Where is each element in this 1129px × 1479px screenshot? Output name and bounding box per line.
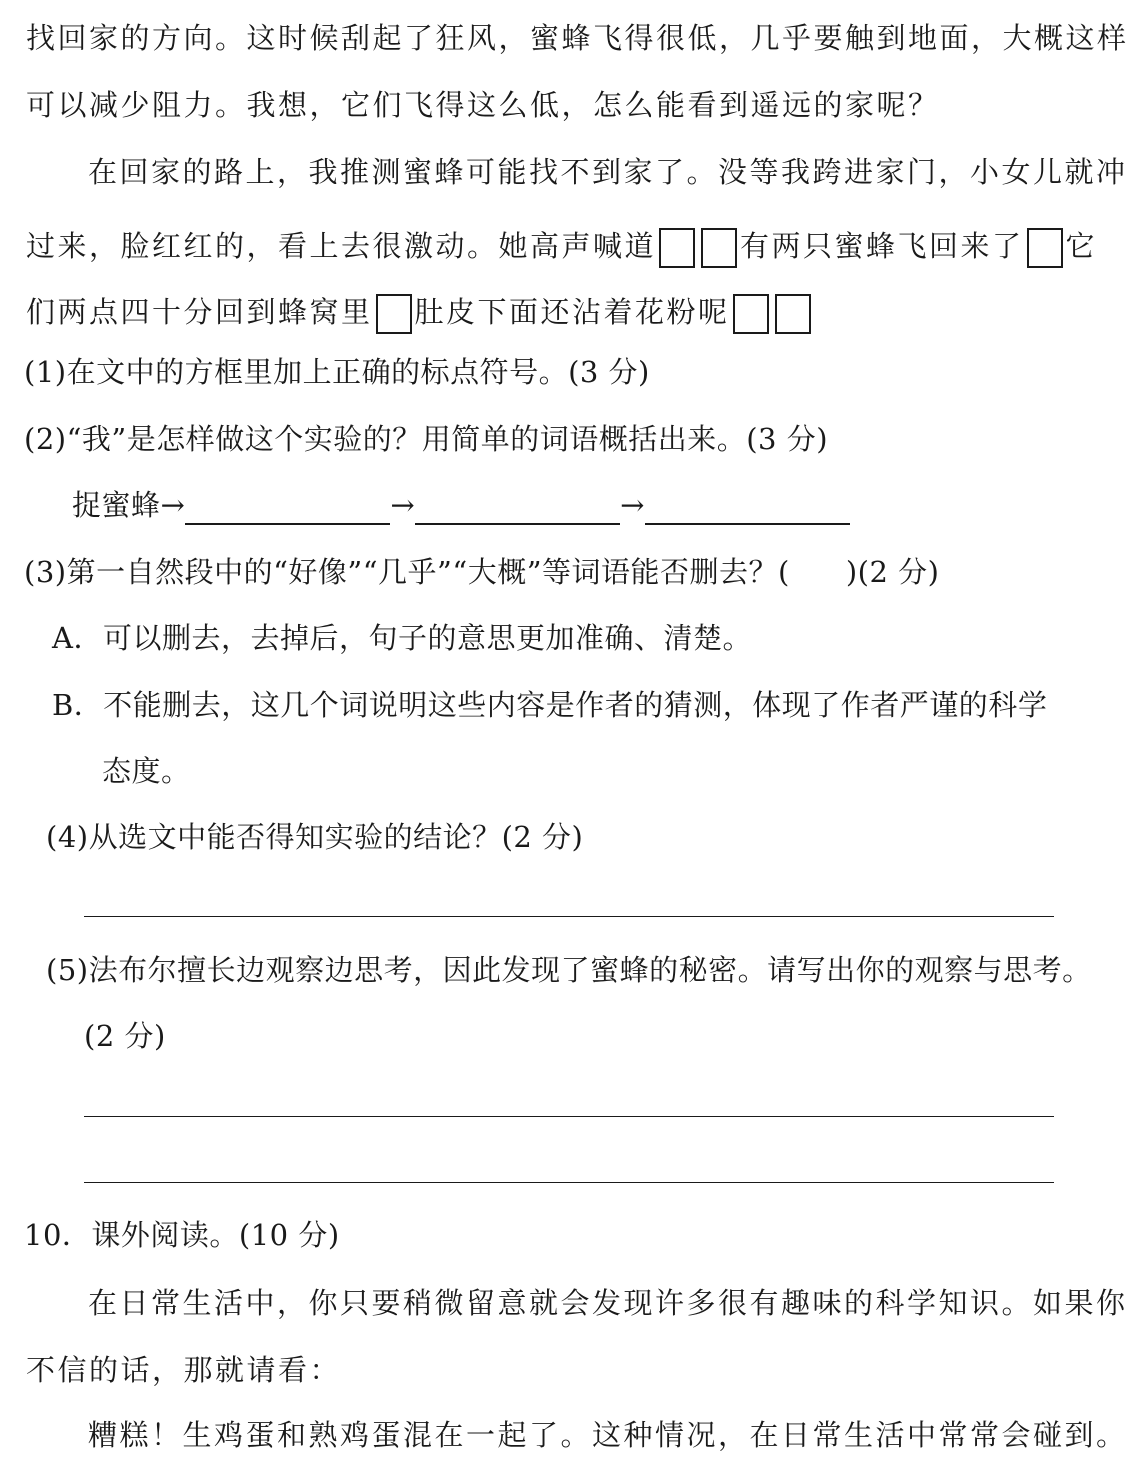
reading-line: 在日常生活中，你只要稍微留意就会发现许多很有趣味的科学知识。如果你 xyxy=(88,1286,1128,1320)
question-3-score: )(2 分) xyxy=(845,555,940,589)
answer-line[interactable] xyxy=(84,1182,1054,1183)
question-2: (2)“我”是怎样做这个实验的？用简单的词语概括出来。(3 分) xyxy=(24,422,829,456)
reading-line: 不信的话，那就请看： xyxy=(26,1353,342,1387)
punctuation-answer-box[interactable] xyxy=(733,294,769,334)
passage-text: 过来，脸红红的，看上去很激动。她高声喊道 xyxy=(26,229,657,263)
passage-line: 找回家的方向。这时候刮起了狂风，蜜蜂飞得很低，几乎要触到地面，大概这样 xyxy=(26,21,1129,55)
question-1: (1)在文中的方框里加上正确的标点符号。(3 分) xyxy=(24,355,650,389)
passage-text: 们两点四十分回到蜂窝里 xyxy=(26,295,373,329)
passage-text: 它 xyxy=(1065,229,1098,263)
answer-blank[interactable] xyxy=(645,493,850,525)
passage-text: 肚皮下面还沾着花粉呢 xyxy=(414,295,730,329)
chain-start: 捉蜜蜂→ xyxy=(72,488,186,522)
question-5-score: (2 分) xyxy=(84,1019,166,1053)
punctuation-answer-box[interactable] xyxy=(376,294,412,334)
section-10-heading: 10．课外阅读。(10 分) xyxy=(24,1218,340,1252)
question-3 xyxy=(24,552,939,592)
option-a: A．可以删去，去掉后，句子的意思更加准确、清楚。 xyxy=(52,621,752,655)
passage-line-with-boxes xyxy=(26,226,1097,268)
question-5: (5)法布尔擅长边观察边思考，因此发现了蜜蜂的秘密。请写出你的观察与思考。 xyxy=(46,953,1092,987)
question-4: (4)从选文中能否得知实验的结论？(2 分) xyxy=(46,820,584,854)
passage-line: 可以减少阻力。我想，它们飞得这么低，怎么能看到遥远的家呢？ xyxy=(26,88,940,122)
passage-line: 在回家的路上，我推测蜜蜂可能找不到家了。没等我跨进家门，小女儿就冲 xyxy=(88,155,1128,189)
question-2-answer-chain xyxy=(72,485,850,525)
punctuation-answer-box[interactable] xyxy=(701,228,737,268)
arrow: → xyxy=(620,488,645,522)
punctuation-answer-box[interactable] xyxy=(775,294,811,334)
option-b-continued: 态度。 xyxy=(102,754,191,788)
answer-blank[interactable] xyxy=(415,493,620,525)
reading-line: 糟糕！生鸡蛋和熟鸡蛋混在一起了。这种情况，在日常生活中常常会碰到。 xyxy=(88,1418,1128,1452)
punctuation-answer-box[interactable] xyxy=(1027,228,1063,268)
answer-blank[interactable] xyxy=(185,493,390,525)
arrow: → xyxy=(390,488,416,522)
question-3-text: (3)第一自然段中的“好像”“几乎”“大概”等词语能否删去？( xyxy=(24,555,790,589)
option-b: B．不能删去，这几个词说明这些内容是作者的猜测，体现了作者严谨的科学 xyxy=(52,688,1048,722)
passage-line-with-boxes xyxy=(26,292,814,334)
answer-line[interactable] xyxy=(84,916,1054,917)
answer-line[interactable] xyxy=(84,1116,1054,1117)
punctuation-answer-box[interactable] xyxy=(659,228,695,268)
passage-text: 有两只蜜蜂飞回来了 xyxy=(740,229,1024,263)
